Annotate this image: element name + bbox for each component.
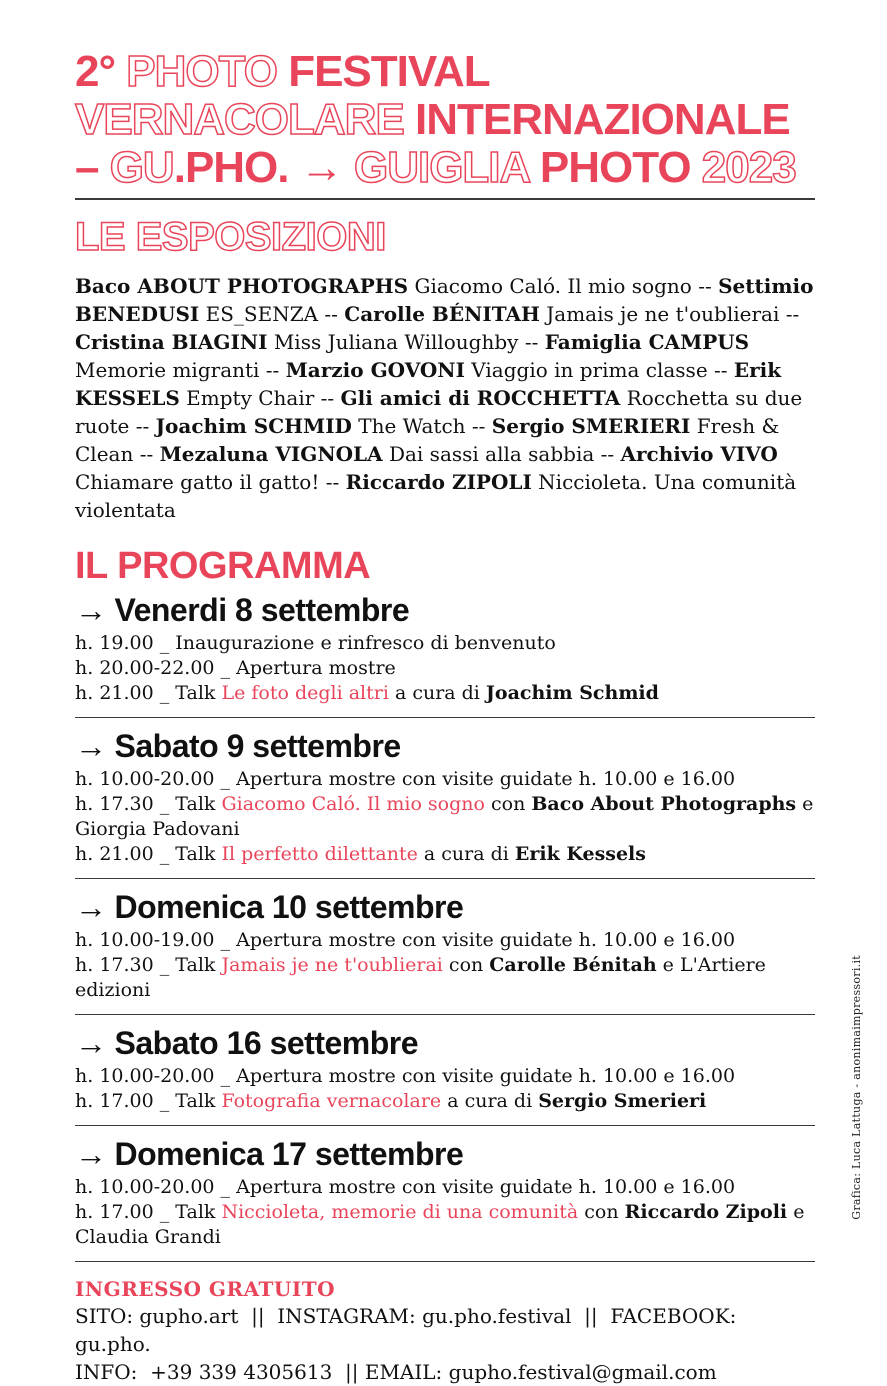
day-line: h. 10.00-20.00 _ Apertura mostre con visite guidate h. 10.00 e 16.00 xyxy=(75,1176,736,1198)
day-title xyxy=(75,1136,815,1172)
day-line: h. 20.00-22.00 _ Apertura mostre xyxy=(75,657,396,679)
expositions-text: Baco ABOUT PHOTOGRAPHS Giacomo Caló. Il mio sogno -- Settimio BENEDUSI ES_SENZA -- Carolle BÉNITAH Jamais je ne t'oublierai -- Cristina BIAGINI Miss Juliana Willoughby -- Famiglia CAMPUS Memorie migranti -- Marzio GOVONI Viaggio in prima classe -- Erik KESSELS Empty Chair -- Gli amici di ROCCHETTA Rocchetta su due ruote -- Joachim SCHMID The Watch -- Sergio SMERIERI Fresh & Clean -- Mezaluna VIGNOLA Dai sassi alla sabbia -- Archivio VIVO Chiamare gatto il gatto! -- Riccardo ZIPOLI Niccioleta. Una comunità violentata xyxy=(75,274,821,522)
program-day-venerdi-8 xyxy=(75,592,815,718)
day-title-label: Domenica 17 settembre xyxy=(114,1136,464,1172)
day-title-label: Sabato 16 settembre xyxy=(114,1025,419,1061)
credit-vertical: Grafica: Luca Lattuga - anonimaimpressori.it xyxy=(850,955,863,1220)
day-line: h. 10.00-20.00 _ Apertura mostre con visite guidate h. 10.00 e 16.00 xyxy=(75,1065,736,1087)
free-entry-heading: INGRESSO GRATUITO xyxy=(75,1277,336,1301)
arrow-icon: → xyxy=(75,728,107,764)
arrow-icon: → xyxy=(75,889,107,925)
poster-title xyxy=(75,48,815,192)
contact-line-1: SITO: gupho.art || INSTAGRAM: gu.pho.festival || FACEBOOK: gu.pho. xyxy=(75,1304,743,1356)
poster-content xyxy=(75,47,821,1386)
arrow-icon: → xyxy=(75,1136,107,1172)
title-divider xyxy=(75,198,815,200)
day-title xyxy=(75,1025,815,1061)
day-line: h. 17.00 _ Talk Niccioleta, memorie di una comunità con Riccardo Zipoli e Claudia Grandi xyxy=(75,1201,811,1248)
program-heading: IL PROGRAMMA xyxy=(75,545,371,587)
day-line: h. 10.00-20.00 _ Apertura mostre con visite guidate h. 10.00 e 16.00 xyxy=(75,768,736,790)
day-title-label: Venerdi 8 settembre xyxy=(114,592,410,628)
day-title xyxy=(75,592,815,628)
program-day-sabato-16 xyxy=(75,1025,815,1126)
day-line: h. 21.00 _ Talk Le foto degli altri a cura di Joachim Schmid xyxy=(75,682,659,704)
day-title-label: Domenica 10 settembre xyxy=(114,889,464,925)
expositions-heading: LE ESPOSIZIONI xyxy=(75,215,386,259)
day-line: h. 17.30 _ Talk Jamais je ne t'oublierai con Carolle Bénitah e L'Artiere edizioni xyxy=(75,954,772,1001)
title-line-2: VERNACOLARE INTERNAZIONALE xyxy=(75,95,790,144)
day-line: h. 21.00 _ Talk Il perfetto dilettante a cura di Erik Kessels xyxy=(75,843,646,865)
day-line: h. 19.00 _ Inaugurazione e rinfresco di benvenuto xyxy=(75,632,556,654)
program-day-domenica-17 xyxy=(75,1136,815,1262)
arrow-icon: → xyxy=(75,1025,107,1061)
title-line-3: – GU.PHO. → GUIGLIA PHOTO 2023 xyxy=(75,143,796,192)
day-title xyxy=(75,889,815,925)
day-title-label: Sabato 9 settembre xyxy=(114,728,401,764)
day-line: h. 10.00-19.00 _ Apertura mostre con visite guidate h. 10.00 e 16.00 xyxy=(75,929,736,951)
program-day-sabato-9 xyxy=(75,728,820,879)
day-title xyxy=(75,728,815,764)
day-line: h. 17.30 _ Talk Giacomo Caló. Il mio sogno con Baco About Photographs e Giorgia Padovani xyxy=(75,793,820,840)
program-day-domenica-10 xyxy=(75,889,815,1015)
arrow-icon: → xyxy=(75,592,107,628)
contact-line-2: INFO: +39 339 4305613 || EMAIL: gupho.festival@gmail.com xyxy=(75,1360,717,1384)
title-line-1: 2° PHOTO FESTIVAL xyxy=(75,47,490,96)
day-line: h. 17.00 _ Talk Fotografia vernacolare a cura di Sergio Smerieri xyxy=(75,1090,707,1112)
